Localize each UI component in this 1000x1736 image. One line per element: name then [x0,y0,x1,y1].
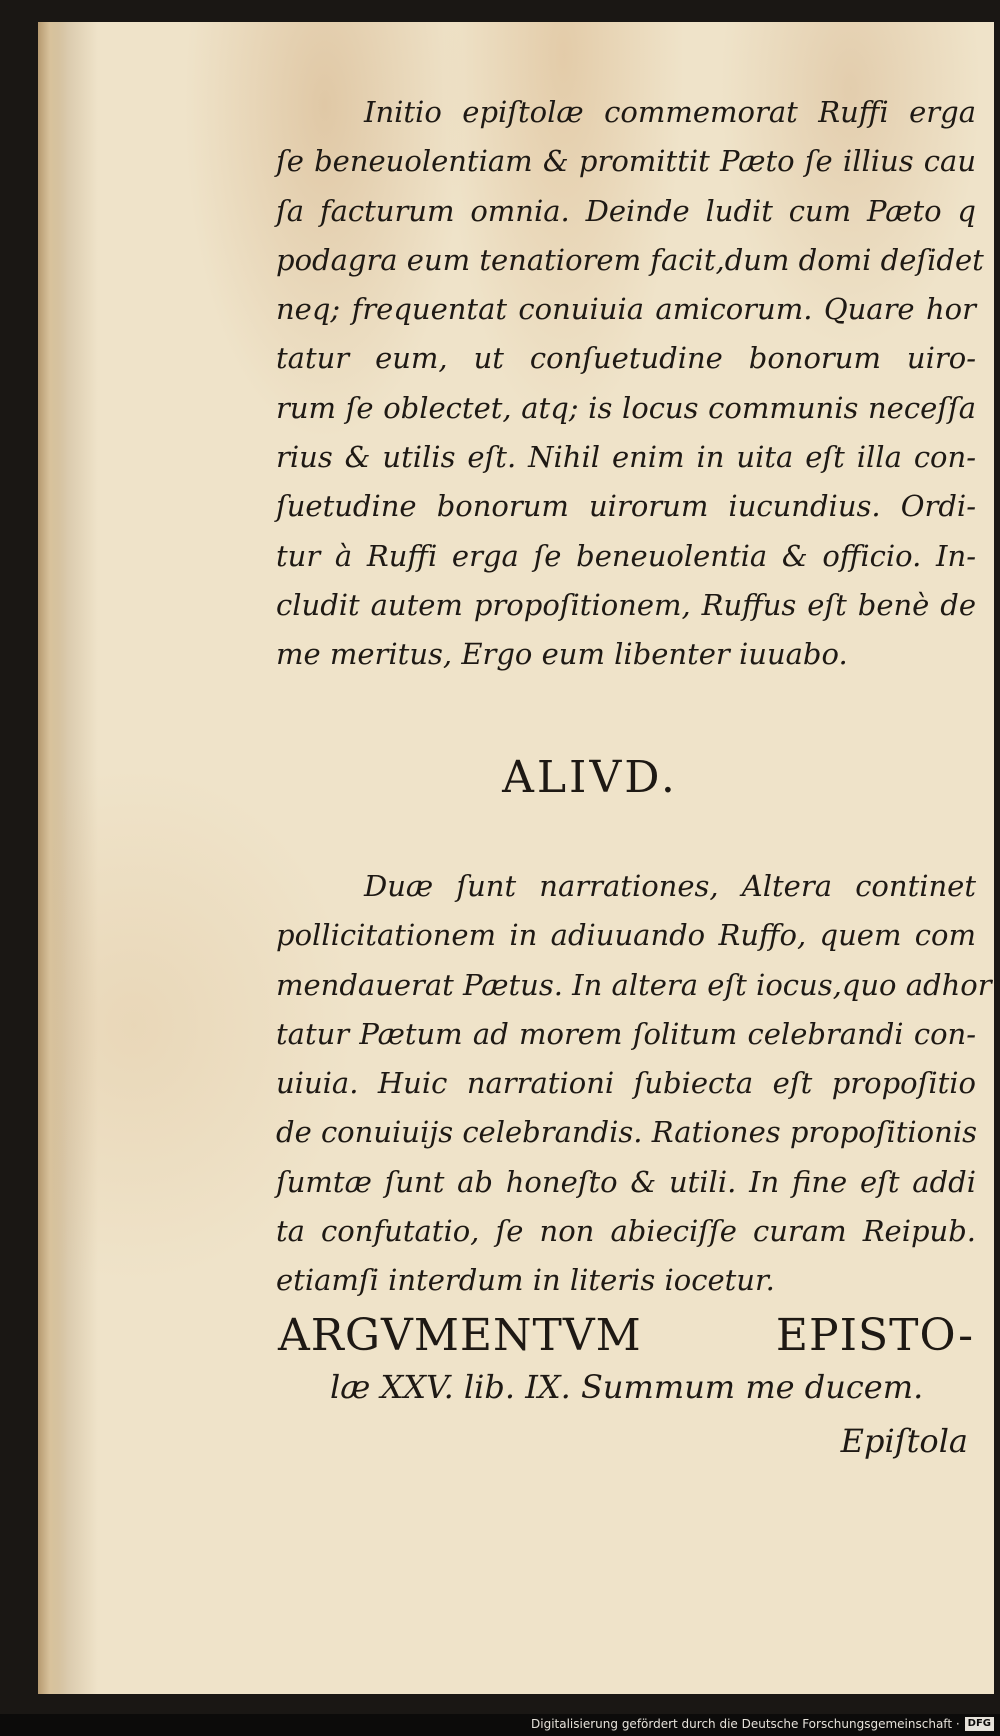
text-line: ſuetudine bonorum uirorum iucundius. Ordi- [276,489,976,524]
text-line: rum ſe oblectet, atq; is locus communis neceſſa [276,390,976,425]
dfg-logo: DFG [965,1717,994,1731]
text-line: etiamſi interdum in literis iocetur. [276,1263,775,1298]
text-line: tatur eum, ut conſuetudine bonorum uiro- [276,341,976,376]
text-line: me meritus, Ergo eum libenter iuuabo. [276,637,848,672]
footer-credit [531,1717,994,1731]
text-line: tatur Pætum ad morem ſolitum celebrandi con- [276,1016,976,1051]
page-gutter-edge [38,22,68,1694]
funding-credit-text: Digitalisierung gefördert durch die Deutsche Forschungsgemeinschaft · [531,1717,960,1731]
paragraph-commentary [276,88,984,680]
text-line: de conuiuijs celebrandis. Rationes propoſitionis [276,1115,977,1150]
text-line: pollicitationem in adiuuando Ruffo, quem com [276,918,976,953]
text-line: Initio epiſtolæ commemorat Ruffi erga [364,95,976,129]
text-line: cludit autem propoſitionem, Ruffus eſt benè de [276,587,976,622]
text-line: neq; frequentat conuiuia amicorum. Quare hor [276,292,976,327]
catchword: Epiſtola [840,1422,968,1460]
paragraph-aliud [276,862,992,1306]
section-heading: ALIVD. [502,752,678,803]
text-line: ſe beneuolentiam & promittit Pæto ſe illius cau [276,144,976,179]
text-line: ta confutatio, ſe non abieciſſe curam Reipub. [276,1214,976,1249]
argument-subtitle: læ XXV. lib. IX. Summum me ducem. [330,1368,924,1406]
text-line: uiuia. Huic narrationi ſubiecta eſt propoſitio [276,1066,976,1101]
text-line: ſumtæ ſunt ab honeſto & utili. In fine eſt addi [276,1164,976,1199]
text-line: tur à Ruffi erga ſe beneuolentia & officio. In- [276,538,976,573]
text-line: mendauerat Pætus. In altera eſt iocus,quo adhor [276,967,992,1002]
text-line: rius & utilis eſt. Nihil enim in uita eſt illa con- [276,440,976,475]
argument-title: ARGVMENTVM EPISTO- [278,1310,974,1361]
text-line: ſa facturum omnia. Deinde ludit cum Pæto q [276,193,976,228]
text-line: podagra eum tenatiorem facit,dum domi deſidet [276,242,984,277]
text-line: Duæ ſunt narrationes, Altera continet [364,869,976,903]
